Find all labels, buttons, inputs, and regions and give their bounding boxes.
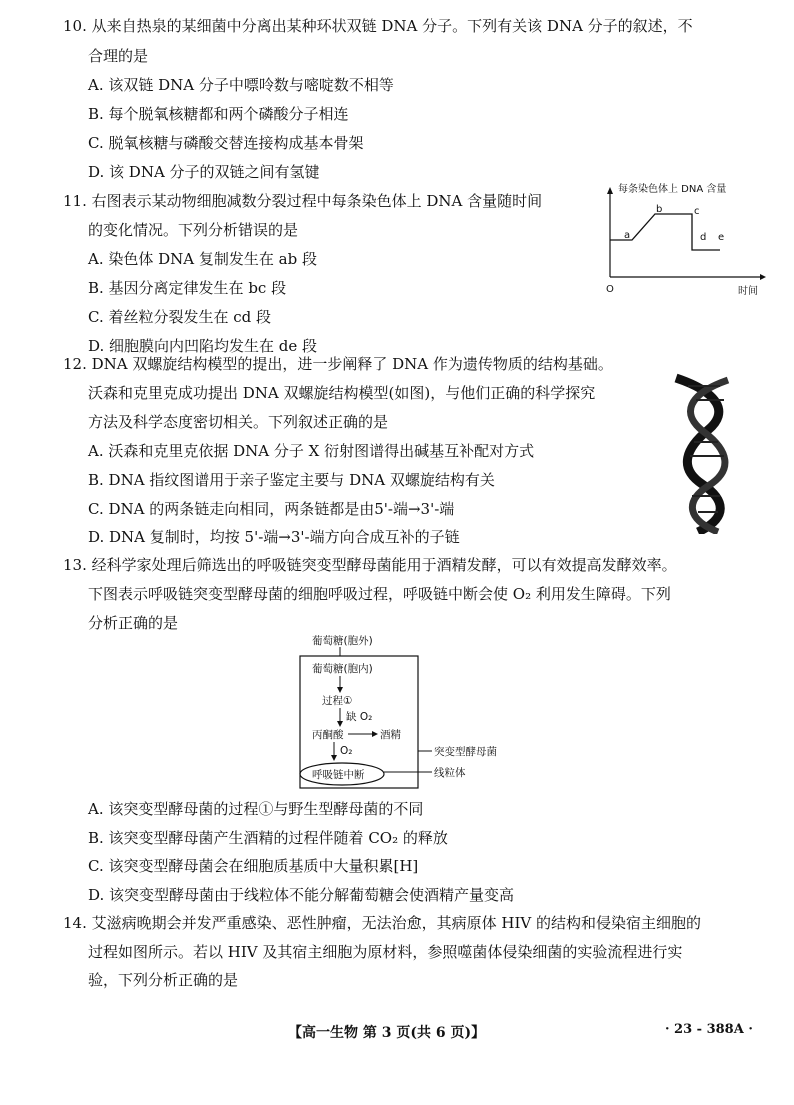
graph-y-label: 每条染色体上 DNA 含量 [618,184,727,195]
diag-pyruvate: 丙酮酸 [312,729,344,741]
q10-option-a: A. 该双链 DNA 分子中嘌呤数与嘧啶数不相等 [88,76,394,94]
diag-mito-label: 线粒体 [434,767,466,779]
q10-option-d: D. 该 DNA 分子的双链之间有氢键 [88,163,320,181]
diag-yeast-label: 突变型酵母菌 [434,746,497,758]
q12-option-b: B. DNA 指纹图谱用于亲子鉴定主要与 DNA 双螺旋结构有关 [88,471,495,489]
q13-option-d: D. 该突变型酵母菌由于线粒体不能分解葡萄糖会使酒精产量变高 [88,886,515,904]
q12-option-a: A. 沃森和克里克依据 DNA 分子 X 衍射图谱得出碱基互补配对方式 [88,442,535,460]
q10-option-b: B. 每个脱氧核糖都和两个磷酸分子相连 [88,105,349,123]
diag-arrowhead-4 [331,755,337,761]
graph-x-arrow [760,274,766,280]
q12-stem-line3: 方法及科学态度密切相关。下列叙述正确的是 [88,413,389,431]
graph-y-arrow [607,187,613,194]
diag-chain-break: 呼吸链中断 [312,769,365,781]
q11-option-d: D. 细胞膜向内凹陷均发生在 de 段 [88,337,318,355]
q12-option-d: D. DNA 复制时，均按 5'-端→3'-端方向合成互补的子链 [88,528,460,546]
dna-content-graph [600,182,770,297]
dna-double-helix-image [668,372,746,534]
diag-arrowhead-2 [337,721,343,727]
q13-stem-line2: 下图表示呼吸链突变型酵母菌的细胞呼吸过程，呼吸链中断会使 O₂ 利用发生障碍。下列 [88,585,671,603]
q13-stem-line3: 分析正确的是 [88,614,179,632]
q14-stem-line1: 14. 艾滋病晚期会并发严重感染、恶性肿瘤，无法治愈，其病原体 HIV 的结构和侵染宿主细胞的 [63,914,702,932]
q10-stem-line1: 10. 从来自热泉的某细菌中分离出某种环状双链 DNA 分子。下列有关该 DNA 分子的叙述，不 [63,17,693,35]
q12-stem-line2: 沃森和克里克成功提出 DNA 双螺旋结构模型(如图)，与他们正确的科学探究 [88,384,596,402]
diag-glucose-inside: 葡萄糖(胞内) [312,663,373,675]
diag-alcohol: 酒精 [380,729,401,741]
diag-o2: O₂ [340,745,353,757]
diag-arrowhead-1 [337,687,343,693]
q11-option-c: C. 着丝粒分裂发生在 cd 段 [88,308,272,326]
graph-x-label: 时间 [738,286,758,297]
graph-point-e: e [718,232,725,243]
q11-stem-line1: 11. 右图表示某动物细胞减数分裂过程中每条染色体上 DNA 含量随时间 [63,192,543,210]
page-footer-code: · 23 - 388A · [665,1022,753,1037]
q11-option-a: A. 染色体 DNA 复制发生在 ab 段 [88,250,317,268]
q11-option-b: B. 基因分离定律发生在 bc 段 [88,279,287,297]
diag-process-1: 过程① [322,695,353,707]
q10-option-c: C. 脱氧核糖与磷酸交替连接构成基本骨架 [88,134,364,152]
respiration-diagram [290,632,560,792]
q10-stem-line2: 合理的是 [88,47,149,65]
q13-stem-line1: 13. 经科学家处理后筛选出的呼吸链突变型酵母菌能用于酒精发酵，可以有效提高发酵效率。 [63,556,677,574]
diag-arrowhead-3 [372,731,378,737]
graph-point-d: d [700,232,707,243]
diag-lack-o2: 缺 O₂ [346,711,373,723]
q12-option-c: C. DNA 的两条链走向相同，两条链都是由5'-端→3'-端 [88,500,455,518]
q13-option-c: C. 该突变型酵母菌会在细胞质基质中大量积累[H] [88,857,419,875]
q12-stem-line1: 12. DNA 双螺旋结构模型的提出，进一步阐释了 DNA 作为遗传物质的结构基础。 [63,355,613,373]
diag-glucose-outside: 葡萄糖(胞外) [312,635,373,647]
page-footer-title: 【高一生物 第 3 页(共 6 页)】 [288,1025,486,1041]
graph-point-a: a [624,230,631,241]
q13-option-a: A. 该突变型酵母菌的过程①与野生型酵母菌的不同 [88,800,424,818]
graph-point-b: b [656,204,663,215]
graph-point-c: c [694,206,700,217]
q14-stem-line3: 验，下列分析正确的是 [88,971,239,989]
q11-stem-line2: 的变化情况。下列分析错误的是 [88,221,299,239]
graph-origin: O [606,284,614,295]
q14-stem-line2: 过程如图所示。若以 HIV 及其宿主细胞为原材料，参照噬菌体侵染细菌的实验流程进行实 [88,943,683,961]
q13-option-b: B. 该突变型酵母菌产生酒精的过程伴随着 CO₂ 的释放 [88,829,448,847]
